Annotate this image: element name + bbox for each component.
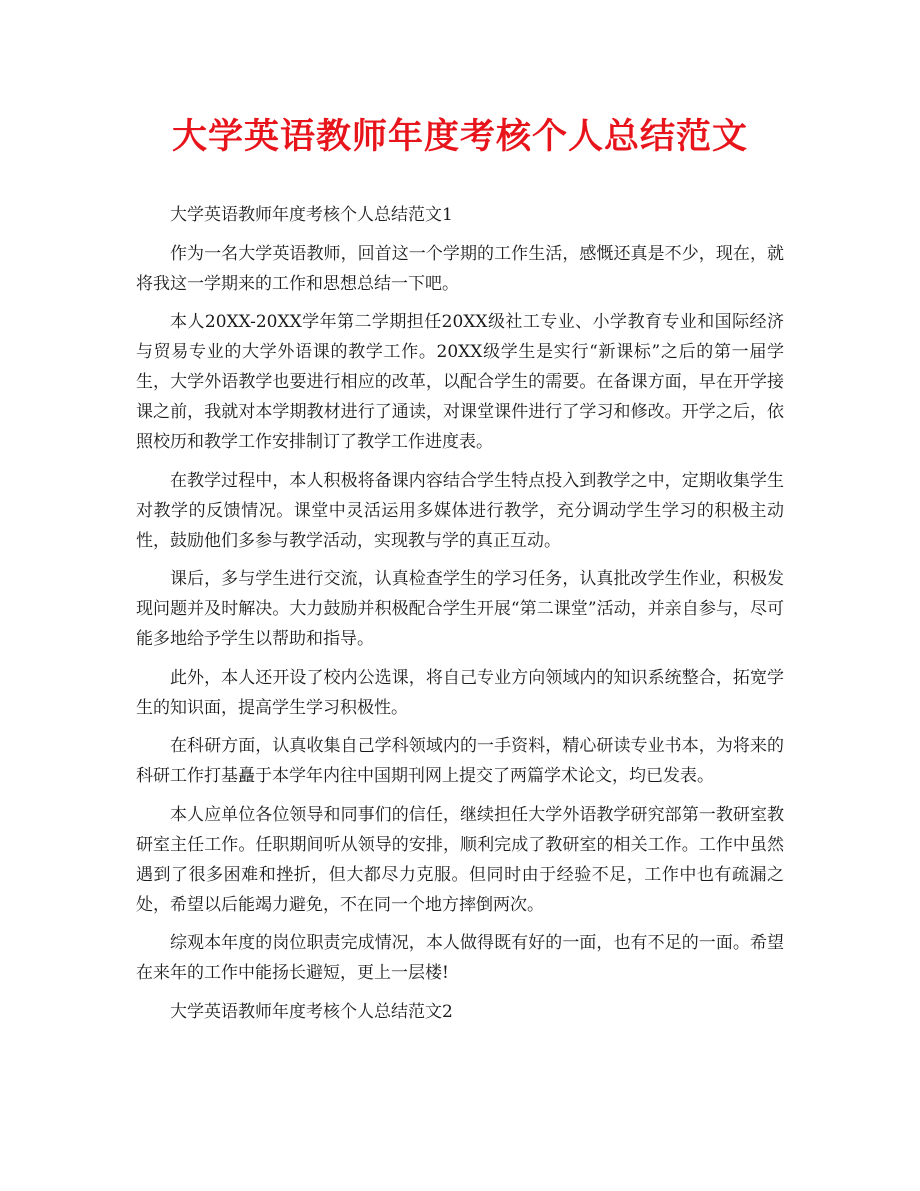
paragraph: 综观本年度的岗位职责完成情况，本人做得既有好的一面，也有不足的一面。希望在来年的工作中能扬长避短，更上一层楼! [136, 933, 784, 983]
paragraph: 本人应单位各位领导和同事们的信任，继续担任大学外语教学研究部第一教研室教研室主任工作。任职期间听从领导的安排，顺利完成了教研室的相关工作。工作中虽然遇到了很多困难和挫折，但大都尽力克服。但同时由于经验不足，工作中也有疏漏之处，希望以后能竭力避免，不在同一个地方摔倒两次。 [136, 804, 784, 915]
paragraph: 在教学过程中，本人积极将备课内容结合学生特点投入到教学之中，定期收集学生对教学的反馈情况。课堂中灵活运用多媒体进行教学，充分调动学生学习的积极主动性，鼓励他们多参与教学活动，实现教与学的真正互动。 [136, 470, 784, 551]
paragraph: 课后，多与学生进行交流，认真检查学生的学习任务，认真批改学生作业，积极发现问题并及时解决。大力鼓励并积极配合学生开展“第二课堂”活动，并亲自参与，尽可能多地给予学生以帮助和指导。 [136, 569, 784, 649]
section-heading-1: 大学英语教师年度考核个人总结范文1 [170, 205, 453, 225]
document-title: 大学英语教师年度考核个人总结范文 [171, 116, 748, 157]
paragraph: 本人20XX-20XX学年第二学期担任20XX级社工专业、小学教育专业和国际经济与贸易专业的大学外语课的教学工作。20XX级学生是实行“新课标”之后的第一届学生，大学外语教学也要进行相应的改革，以配合学生的需要。在备课方面，早在开学接课之前，我就对本学期教材进行了通读，对课堂课件进行了学习和修改。开学之后，依照校历和教学工作安排制订了教学工作进度表。 [136, 312, 784, 452]
section-heading-2: 大学英语教师年度考核个人总结范文2 [170, 1001, 453, 1022]
paragraph: 在科研方面，认真收集自己学科领域内的一手资料，精心研读专业书本，为将来的科研工作打基矗于本学年内往中国期刊网上提交了两篇学术论文，均已发表。 [136, 736, 784, 786]
paragraph: 作为一名大学英语教师，回首这一个学期的工作生活，感慨还真是不少，现在，就将我这一学期来的工作和思想总结一下吧。 [136, 243, 784, 294]
document-body [136, 200, 784, 1035]
paragraph: 此外，本人还开设了校内公选课，将自己专业方向领域内的知识系统整合，拓宽学生的知识面，提高学生学习积极性。 [136, 667, 784, 718]
